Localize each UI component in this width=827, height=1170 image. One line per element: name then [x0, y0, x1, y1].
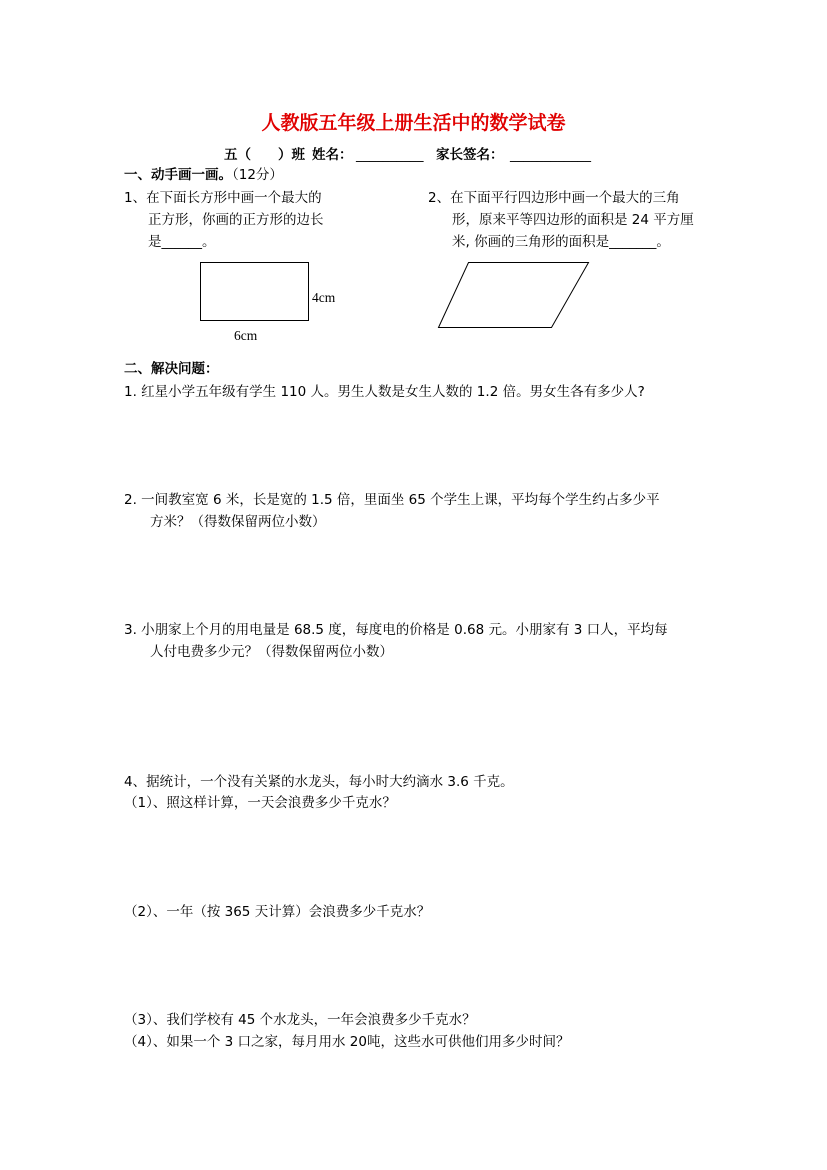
s2-q2-line1: 2. 一间教室宽 6 米，长是宽的 1.5 倍，里面坐 65 个学生上课，平均每个学生约占多少平	[124, 492, 660, 508]
s1-q2-line1: 2、在下面平行四边形中画一个最大的三角	[428, 190, 680, 206]
s2-q3-line1: 3. 小朋家上个月的用电量是 68.5 度，每度电的价格是 0.68 元。小朋家有 3 口人，平均每	[124, 622, 668, 638]
s1-q1-line3: 是______。	[148, 234, 216, 250]
s2-q4-intro: 4、据统计，一个没有关紧的水龙头，每小时大约滴水 3.6 千克。	[124, 774, 514, 790]
section1-title: 一、动手画一画。	[124, 167, 232, 183]
page-title: 人教版五年级上册生活中的数学试卷	[261, 112, 566, 134]
parent-signature-label: 家长签名：	[436, 147, 504, 163]
s2-q4-part2: （2）、一年（按 365 天计算）会浪费多少千克水？	[124, 904, 431, 920]
name-blank[interactable]: __________	[356, 147, 424, 163]
s1-q1-line1: 1、在下面长方形中画一个最大的	[124, 190, 322, 206]
section2-heading: 二、解决问题：	[124, 361, 219, 377]
rect-width-label: 6cm	[234, 328, 258, 343]
s1-q1-line2: 正方形，你画的正方形的边长	[148, 212, 324, 228]
s1-q2-line2: 形，原来平等四边形的面积是 24 平方厘	[452, 212, 694, 228]
figures	[0, 0, 827, 400]
s2-q4-part3: （3）、我们学校有 45 个水龙头，一年会浪费多少千克水？	[124, 1012, 476, 1028]
s2-q2-line2: 方米？（得数保留两位小数）	[150, 514, 326, 530]
section1-score: （12分）	[232, 167, 283, 183]
s2-q3-line2: 人付电费多少元？（得数保留两位小数）	[150, 644, 393, 660]
s2-q4-part1: （1）、照这样计算，一天会浪费多少千克水？	[124, 795, 396, 811]
name-label: 姓名：	[312, 147, 353, 163]
rectangle-figure	[201, 263, 309, 321]
parent-signature-blank[interactable]: ____________	[510, 147, 591, 163]
rect-height-label: 4cm	[312, 290, 336, 305]
s1-q2-line3: 米, 你画的三角形的面积是_______。	[452, 234, 670, 250]
parallelogram-figure	[439, 263, 589, 328]
s2-q1: 1. 红星小学五年级有学生 110 人。男生人数是女生人数的 1.2 倍。男女生各有多少人?	[124, 384, 645, 400]
class-label: 五（ ）班	[224, 147, 305, 163]
s2-q4-part4: （4）、如果一个 3 口之家，每月用水 20吨，这些水可供他们用多少时间？	[124, 1034, 570, 1050]
